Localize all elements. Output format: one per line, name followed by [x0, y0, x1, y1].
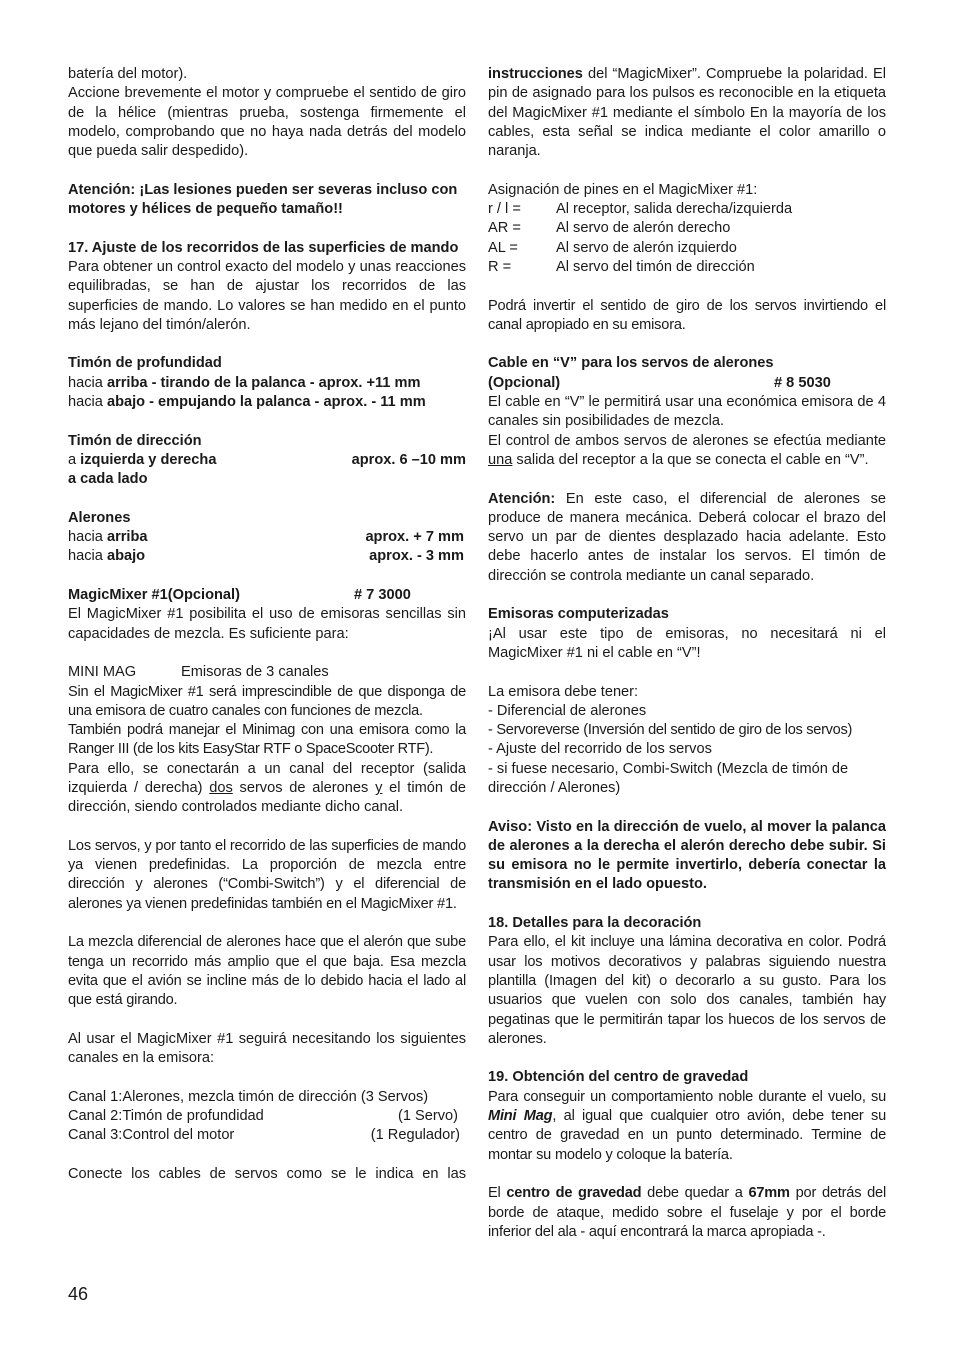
section-heading-17	[68, 239, 466, 258]
left-column	[68, 65, 466, 1184]
channel-1: Canal 1:Alerones, mezcla timón de dirección (3 Servos)	[68, 1088, 429, 1105]
rudder-value: aprox. 6 –10 mm	[351, 451, 466, 468]
right-column	[488, 65, 886, 1242]
prefix-text: hacia	[68, 374, 107, 391]
paragraph: El control de ambos servos de alerones se efectúa mediante una salida del receptor a la que se conecta el cable en “V”.	[488, 432, 886, 468]
magicmixer-title: MagicMixer #1(Opcional)	[68, 587, 240, 604]
paragraph: Accione brevemente el motor y compruebe el sentido de giro de la hélice (mientras prueba, sostenga firmemente el modelo, comprobando que no haya nada detrás del modelo que pueda salir despedido).	[68, 85, 466, 160]
section-heading-19: 19. Obtención del centro de gravedad	[488, 1069, 749, 1086]
paragraph: Los servos, y por tanto el recorrido de las superficies de mando ya vienen predefinidas. La proporción de mezcla entre dirección y alerones (“Combi-Switch”) y el diferencial de alerones ya vienen predefinidas también en el MagicMixer #1.	[68, 837, 466, 912]
model-row	[68, 663, 466, 682]
magicmixer-code: # 7 3000	[354, 587, 411, 604]
paragraph: La mezcla diferencial de alerones hace que el alerón que sube tenga un recorrido más amplio que el que baja. Esa mezcla evita que el avión se incline más de lo debido hacia el lado al que está girando.	[68, 934, 466, 1009]
computer-tx-title: Emisoras computerizadas	[488, 606, 669, 623]
model-desc: Emisoras de 3 canales	[181, 664, 329, 681]
channel-3: Canal 3:Control del motor (1 Regulador)	[68, 1127, 460, 1144]
pin-row: AR = Al servo de alerón derecho	[488, 220, 731, 237]
magicmixer-heading	[68, 586, 466, 605]
aileron-up-row	[68, 528, 466, 547]
paragraph: ¡Al usar este tipo de emisoras, no necesitará ni el MagicMixer #1 ni el cable en “V”!	[488, 625, 886, 661]
paragraph: instrucciones del “MagicMixer”. Compruebe la polaridad. El pin de asignado para los pulsos es reconocible en la etiqueta del MagicMixer #1 mediante el símbolo En la mayoría de los cables, esta señal se indica mediante el color amarillo o naranja.	[488, 66, 886, 160]
subheading-text: Alerones	[68, 509, 131, 526]
paragraph: Podrá invertir el sentido de giro de los servos invirtiendo el canal apropiado en su emisora.	[488, 297, 886, 333]
warning-text	[68, 181, 466, 220]
pins-title: Asignación de pines en el MagicMixer #1:	[488, 181, 758, 198]
tx-list-title: La emisora debe tener:	[488, 683, 639, 700]
subheading-text: Timón de profundidad	[68, 355, 222, 372]
model-name-italic: Mini Mag	[488, 1108, 553, 1125]
warning-bold: Atención: ¡Las lesiones pueden ser severas incluso con motores y hélices de pequeño tamaño!!	[68, 181, 458, 218]
paragraph: El centro de gravedad debe quedar a 67mm por detrás del borde de ataque, medido sobre el fuselaje y por el borde inferior del ala - aquí encontrará la marca apropiada -.	[488, 1185, 886, 1240]
underline-text: una	[488, 451, 513, 468]
elevator-down	[68, 393, 466, 412]
aileron-up-value: aprox. + 7 mm	[365, 529, 464, 546]
aviso-text: Aviso: Visto en la dirección de vuelo, al mover la palanca de alerones a la derecha el alerón derecho debe subir. Si su emisora no le permite invertirlo, debería conectar la transmisión en el lado opuesto.	[488, 818, 886, 893]
aileron-down-row	[68, 547, 466, 566]
section-heading-18: 18. Detalles para la decoración	[488, 915, 702, 932]
elevator-up	[68, 374, 466, 393]
paragraph: Atención: En este caso, el diferencial de alerones se produce de manera mecánica. Deberá colocar el brazo del servo un par de dientes desplazado hacia adelante. Esto debe hacerlo antes de instalar los servos. El timón de dirección se controla mediante un canal separado.	[488, 490, 886, 584]
paragraph: Para obtener un control exacto del modelo y unas reacciones equilibradas, se han de ajustar los recorridos de las superficies de mando. Lo valores se han medido en el punto más lejano del timón/alerón.	[68, 258, 466, 333]
v-cable-title: Cable en “V” para los servos de alerones	[488, 355, 774, 372]
pin-row: AL = Al servo de alerón izquierdo	[488, 239, 737, 256]
list-item: - Servoreverse (Inversión del sentido de giro de los servos)	[488, 722, 853, 739]
paragraph: Para ello, se conectarán a un canal del receptor (salida izquierda / derecha) dos servos de alerones y el timón de dirección, siendo controlados mediante dicho canal.	[68, 760, 466, 816]
value-text: abajo - empujando la palanca - aprox. - 11 mm	[106, 394, 426, 411]
list-item: - si fuese necesario, Combi-Switch (Mezcla de timón de dirección / Alerones)	[488, 760, 849, 796]
prefix-text: hacia	[68, 394, 107, 411]
underline-text: y	[375, 779, 383, 796]
rudder-label: a izquierda y derecha	[68, 451, 217, 468]
v-cable-sub: (Opcional) # 8 5030	[488, 374, 831, 391]
rudder-row	[68, 451, 466, 470]
model-name: MINI MAG	[68, 664, 137, 681]
paragraph: Conecte los cables de servos como se le indica en las	[68, 1165, 466, 1182]
pin-row: R = Al servo del timón de dirección	[488, 258, 755, 275]
value-text: arriba - tirando de la palanca - aprox. +11 mm	[106, 374, 421, 391]
paragraph: El cable en “V” le permitirá usar una económica emisora de 4 canales sin posibilidades de mezcla.	[488, 394, 886, 430]
aileron-down-label: hacia abajo	[68, 548, 146, 565]
paragraph: Sin el MagicMixer #1 será imprescindible de que disponga de una emisora de cuatro canales con funciones de mezcla.	[68, 683, 466, 719]
paragraph: batería del motor).	[68, 66, 188, 82]
subheading-elevator	[68, 354, 466, 373]
paragraph: Al usar el MagicMixer #1 seguirá necesitando los siguientes canales en la emisora:	[68, 1030, 466, 1067]
pin-row: r / l = Al receptor, salida derecha/izquierda	[488, 201, 793, 218]
subheading-rudder	[68, 432, 466, 451]
list-item: - Diferencial de alerones	[488, 702, 647, 719]
paragraph: Para ello, el kit incluye una lámina decorativa en color. Podrá usar los motivos decorativos y palabras siguiendo nuestra plantilla (Imagen del kit) o decorarlo a su gusto. Para los usuarios que vuelen con solo dos canales, también hay pegatinas que le permitirán tapar los huecos de los servos de alerones.	[488, 934, 886, 1047]
list-item: - Ajuste del recorrido de los servos	[488, 741, 712, 758]
page-number: 46	[68, 1284, 89, 1304]
subheading-ailerons	[68, 509, 466, 528]
channel-2: Canal 2:Timón de profundidad (1 Servo)	[68, 1108, 458, 1125]
underline-text: dos	[209, 779, 233, 796]
rudder-line2: a cada lado	[68, 471, 148, 488]
aileron-up-label: hacia arriba	[68, 529, 148, 546]
paragraph: También podrá manejar el Minimag con una emisora como la Ranger III (de los kits EasyStar RTF o SpaceScooter RTF).	[68, 722, 466, 758]
v-cable-code: # 8 5030	[774, 374, 831, 391]
subheading-text: Timón de dirección	[68, 432, 202, 449]
heading-text: 17. Ajuste de los recorridos de las superficies de mando	[68, 239, 459, 256]
paragraph: El MagicMixer #1 posibilita el uso de emisoras sencillas sin capacidades de mezcla. Es suficiente para:	[68, 606, 466, 642]
paragraph: Para conseguir un comportamiento noble durante el vuelo, su Mini Mag, al igual que cualquier otro avión, debe tener su centro de gravedad en un punto determinado. Termine de montar su modelo y coloque la batería.	[488, 1088, 886, 1163]
aileron-down-value: aprox. - 3 mm	[369, 548, 464, 565]
